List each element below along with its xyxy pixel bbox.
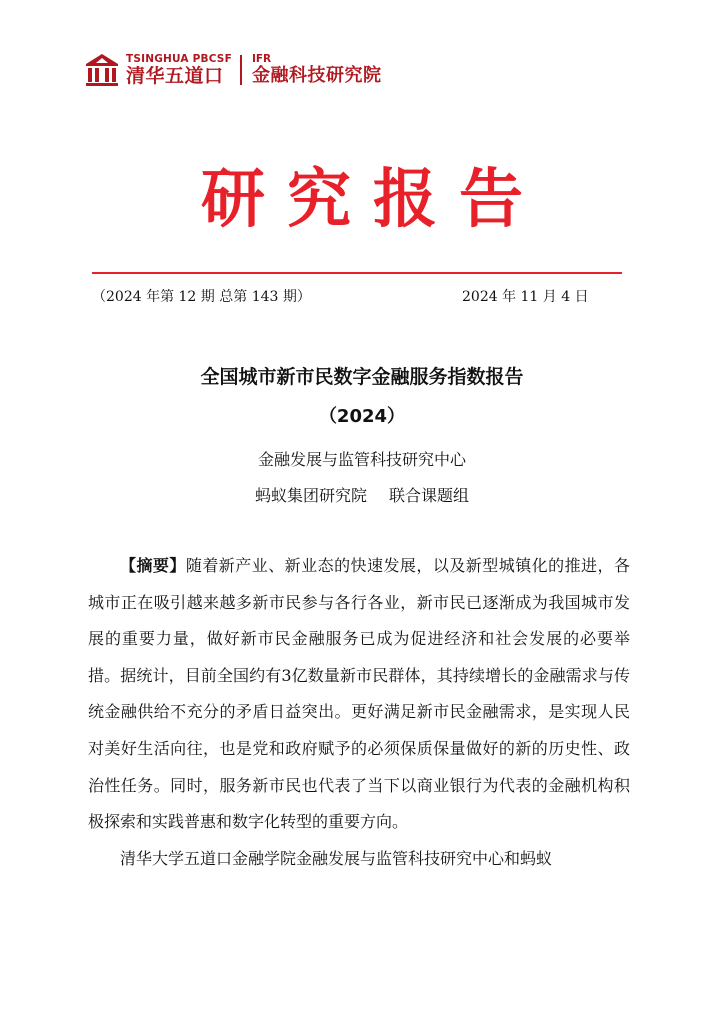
logo-inst-cn: 金融科技研究院 (251, 65, 382, 86)
issue-number: （2024 年第 12 期 总第 143 期） (92, 289, 311, 305)
author-line-2 (0, 483, 724, 509)
logo-inst-en: IFR (251, 53, 272, 65)
logo-divider (240, 55, 242, 85)
logo-left-text (126, 53, 232, 87)
abstract-text: 随着新产业、新业态的快速发展，以及新型城镇化的推进，各城市正在吸引越来越多新市民参与各行各业，新市民已逐渐成为我国城市发展的重要力量，做好新市民金融服务已成为促进经济和社会发展的必要举措。据统计，目前全国约有3亿数量新市民群体，其持续增长的金融需求与传统金融供给不充分的矛盾日益突出。更好满足新市民金融需求，是实现人民对美好生活向往，也是党和政府赋予的必须保质保量做好的新的历史性、政治性任务。同时，服务新市民也代表了当下以商业银行为代表的金融机构积极探索和实践普惠和数字化转型的重要方向。 (88, 556, 630, 832)
title-divider (92, 272, 622, 274)
author-line-1: 金融发展与监管科技研究中心 (257, 450, 466, 469)
logo-right-text (252, 53, 382, 87)
body-paragraph-2: 清华大学五道口金融学院金融发展与监管科技研究中心和蚂蚁 (120, 848, 553, 868)
issue-date: 2024 年 11 月 4 日 (462, 289, 589, 305)
report-title: 研究报告 (201, 162, 545, 237)
author-joint-group: 联合课题组 (389, 486, 470, 505)
body-text (88, 548, 630, 877)
abstract-paragraph (88, 548, 630, 841)
logo-org-en: TSINGHUA PBCSF (126, 53, 232, 65)
author-ant-group: 蚂蚁集团研究院 (254, 486, 367, 505)
abstract-label: 【摘要】 (120, 556, 186, 575)
header-logo (84, 50, 381, 90)
tsinghua-pbcsf-logo-icon (84, 52, 120, 88)
document-title: 全国城市新市民数字金融服务指数报告 (200, 366, 524, 388)
logo-org-cn: 清华五道口 (126, 65, 224, 87)
document-year: （2024） (318, 406, 406, 427)
